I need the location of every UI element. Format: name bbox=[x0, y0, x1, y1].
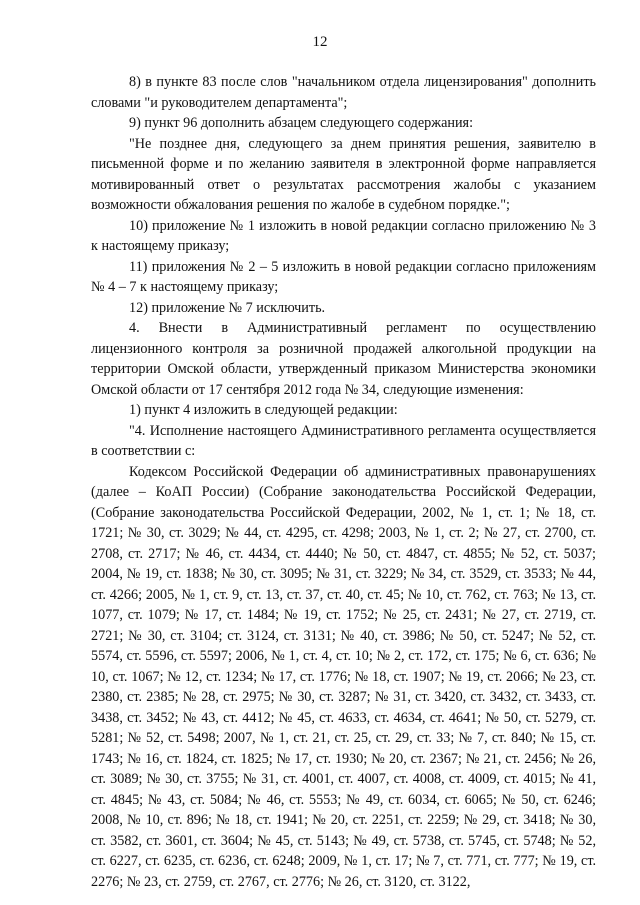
document-body bbox=[91, 72, 596, 892]
paragraph: 11) приложения № 2 – 5 изложить в новой редакции согласно приложениям № 4 – 7 к настоящему приказу; bbox=[91, 258, 596, 295]
paragraph: 9) пункт 96 дополнить абзацем следующего содержания: bbox=[129, 115, 474, 131]
paragraph: 12) приложение № 7 исключить. bbox=[129, 299, 326, 316]
paragraph: 10) приложение № 1 изложить в новой редакции согласно приложению № 3 к настоящему приказу; bbox=[91, 217, 596, 254]
paragraph: 4. Внести в Административный регламент по осуществлению лицензионного контроля за розничной продажей алкогольной продукции на территории Омской области, утвержденный приказом Министерства экономики Омской области от 17 сентября 2012 года № 34, следующие изменения: bbox=[91, 320, 596, 398]
paragraph: "Не позднее дня, следующего за днем принятия решения, заявителю в письменной форме и по желанию заявителя в электронной форме направляется мотивированный ответ о результатах рассмотрения жалобы с указанием возможности обжалования решения по жалобе в судебном порядке."; bbox=[91, 135, 596, 213]
paragraph: "4. Исполнение настоящего Административного регламента осуществляется в соответствии с: bbox=[91, 422, 596, 459]
page-number: 12 bbox=[312, 34, 328, 50]
paragraph: 1) пункт 4 изложить в следующей редакции: bbox=[129, 402, 398, 418]
paragraph: Кодексом Российской Федерации об административных правонарушениях (далее – КоАП России) (Собрание законодательства Российской Федерации, (Собрание законодательства Российской Федерации, 2002, № 1, ст. 1; № 18, ст. 1721; № 30, ст. 3029; № 44, ст. 4295, ст. 4298; 2003, № 1, ст. 2; № 27, ст. 2700, ст. 2708, ст. 2717; № 46, ст. 4434, ст. 4440; № 50, ст. 4847, ст. 4855; № 52, ст. 5037; 2004, № 19, ст. 1838; № 30, ст. 3095; № 31, ст. 3229; № 34, ст. 3529, ст. 3533; № 44, ст. 4266; 2005, № 1, ст. 9, ст. 13, ст. 37, ст. 40, ст. 45; № 10, ст. 762, ст. 763; № 13, ст. 1077, ст. 1079; № 17, ст. 1484; № 19, ст. 1752; № 25, ст. 2431; № 27, ст. 2719, ст. 2721; № 30, ст. 3104; ст. 3124, ст. 3131; № 40, ст. 3986; № 50, ст. 5247; № 52, ст. 5574, ст. 5596, ст. 5597; 2006, № 1, ст. 4, ст. 10; № 2, ст. 172, ст. 175; № 6, ст. 636; № 10, ст. 1067; № 12, ст. 1234; № 17, ст. 1776; № 18, ст. 1907; № 19, ст. 2066; № 23, ст. 2380, ст. 2385; № 28, ст. 2975; № 30, ст. 3287; № 31, ст. 3420, ст. 3432, ст. 3433, ст. 3438, ст. 3452; № 43, ст. 4412; № 45, ст. 4633, ст. 4634, ст. 4641; № 50, ст. 5279, ст. 5281; № 52, ст. 5498; 2007, № 1, ст. 21, ст. 25, ст. 29, ст. 33; № 7, ст. 840; № 15, ст. 1743; № 16, ст. 1824, ст. 1825; № 17, ст. 1930; № 20, ст. 2367; № 21, ст. 2456; № 26, ст. 3089; № 30, ст. 3755; № 31, ст. 4001, ст. 4007, ст. 4008, ст. 4009, ст. 4015; № 41, ст. 4845; № 43, ст. 5084; № 46, ст. 5553; № 49, ст. 6034, ст. 6065; № 50, ст. 6246; 2008, № 10, ст. 896; № 18, ст. 1941; № 20, ст. 2251, ст. 2259; № 29, ст. 3418; № 30, ст. 3582, ст. 3601, ст. 3604; № 45, ст. 5143; № 49, ст. 5738, ст. 5745, ст. 5748; № 52, ст. 6227, ст. 6235, ст. 6236, ст. 6248; 2009, № 1, ст. 17; № 7, ст. 771, ст. 777; № 19, ст. 2276; № 23, ст. 2759, ст. 2767, ст. 2776; № 26, ст. 3120, ст. 3122, bbox=[91, 463, 596, 890]
paragraph: 8) в пункте 83 после слов "начальником отдела лицензирования" дополнить словами "и руководителем департамента"; bbox=[91, 74, 596, 111]
